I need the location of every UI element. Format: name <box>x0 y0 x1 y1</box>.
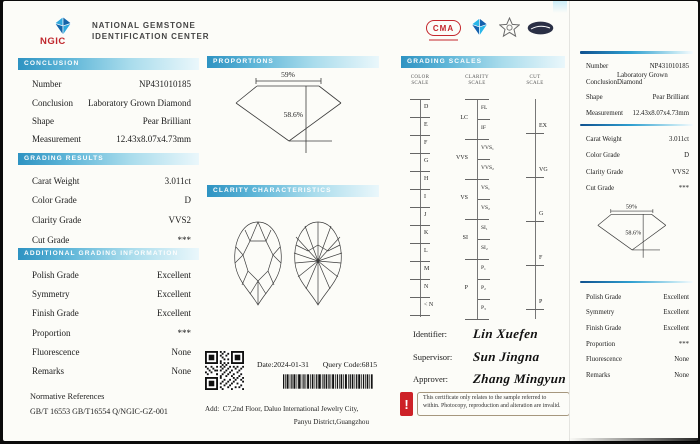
clarity-sub-item: FL <box>481 105 488 111</box>
field-label: Finish Grade <box>586 325 622 333</box>
cut-scale-tick <box>526 265 544 266</box>
field-row <box>580 365 693 381</box>
color-scale-tick <box>410 297 430 298</box>
signature-name: Lin Xuefen <box>472 326 539 342</box>
brand-abbr: NGIC <box>40 36 66 47</box>
oval-accreditation-logo-icon <box>527 21 554 35</box>
section-header-grading-results: GRADING RESULTS <box>18 153 199 165</box>
color-grade-item: M <box>424 266 430 272</box>
color-scale-tick <box>410 207 430 208</box>
cut-scale-line <box>535 99 536 319</box>
photo-edge-shadow <box>568 438 698 442</box>
issue-date: Date:2024-01-31 <box>257 360 309 369</box>
disclaimer-text: This certificate only relates to the sample referred to within. Photocopy, reproduction and alteration are invalid. <box>417 392 570 416</box>
cut-scale-tick <box>526 221 544 222</box>
signature-label: Supervisor: <box>413 351 453 362</box>
disclaimer <box>400 392 570 416</box>
color-scale-tick <box>410 171 430 172</box>
color-scale-tick <box>410 153 430 154</box>
query-code: Query Code:6815 <box>322 360 377 369</box>
field-row <box>580 145 693 161</box>
field-label: Cut Grade <box>32 234 70 245</box>
clarity-sub-item: IF <box>481 125 486 131</box>
clarity-scale-minor-tick <box>478 119 490 120</box>
field-label: Color Grade <box>32 195 77 206</box>
field-label: Color Grade <box>586 152 620 160</box>
field-label: Symmetry <box>32 289 70 300</box>
normative-values: GB/T 16553 GB/T16554 Q/NGIC-GZ-001 <box>30 407 168 416</box>
field-value: D <box>184 195 191 206</box>
cma-logo-subtext <box>429 39 458 41</box>
field-label: Measurement <box>586 109 623 117</box>
signatures <box>413 323 571 391</box>
field-value: 3.011ct <box>164 175 191 186</box>
field-row <box>18 208 199 228</box>
clarity-scale-major-tick <box>465 139 489 140</box>
clarity-sub-item: SI₁ <box>481 225 488 231</box>
accreditation-diamond-logo-icon <box>469 17 490 37</box>
field-value: NP431010185 <box>138 79 191 90</box>
color-grade-item: N <box>424 284 429 290</box>
field-value: None <box>674 356 689 364</box>
field-row <box>580 303 693 319</box>
field-label: Clarity Grade <box>586 168 624 176</box>
field-row <box>18 228 199 248</box>
color-grade-item: H <box>424 176 429 182</box>
table-percent-label: 59% <box>625 204 637 211</box>
field-row <box>18 189 199 209</box>
color-scale-tick <box>410 315 430 316</box>
cut-grade-item: P <box>539 299 543 305</box>
field-label: Carat Weight <box>586 136 622 144</box>
clarity-scale-major-tick <box>465 179 489 180</box>
field-label: Cut Grade <box>586 184 615 192</box>
stub-conclusion-fields <box>580 57 693 119</box>
clarity-plot-diagrams <box>230 217 348 311</box>
signature-label: Approver: <box>413 374 448 385</box>
cut-scale-header: CUT SCALE <box>526 75 544 86</box>
section-header-clarity-characteristics: CLARITY CHARACTERISTICS <box>207 185 379 197</box>
clarity-scale-major-tick <box>465 99 489 100</box>
field-row <box>580 57 693 73</box>
color-grade-item: < N <box>424 302 434 308</box>
field-value: Excellent <box>157 308 191 319</box>
field-row <box>580 72 693 88</box>
table-percent-label: 59% <box>281 70 295 79</box>
stub-proportions-diagram <box>593 202 681 259</box>
stub-additional-fields <box>580 287 693 381</box>
field-label: Conclusion <box>586 78 617 86</box>
fold-line <box>569 1 570 441</box>
field-value: *** <box>678 184 689 192</box>
section-header-proportions: PROPORTIONS <box>207 56 379 68</box>
field-label: Remarks <box>32 366 64 377</box>
field-value: None <box>171 366 191 377</box>
grading-scales <box>399 73 569 325</box>
field-label: Shape <box>32 115 54 126</box>
field-label: Shape <box>586 94 603 101</box>
clarity-scale-major-tick <box>465 259 489 260</box>
brand-name-line1: NATIONAL GEMSTONE <box>92 21 196 30</box>
clarity-scale-major-tick <box>465 219 489 220</box>
cut-scale-tick <box>526 309 544 310</box>
color-scale-tick <box>410 135 430 136</box>
field-label: Fluorescence <box>32 347 80 358</box>
color-scale-tick <box>410 99 430 100</box>
field-label: Number <box>32 79 62 90</box>
field-row <box>580 350 693 366</box>
additional-fields <box>18 264 199 380</box>
clarity-scale-line <box>477 99 478 319</box>
field-row <box>18 302 199 321</box>
stub-divider <box>580 124 693 127</box>
section-header-additional: ADDITIONAL GRADING INFORMATION <box>18 248 199 260</box>
stub-column <box>580 51 693 381</box>
signature-label: Identifier: <box>413 329 447 340</box>
brand-name-line2: IDENTIFICATION CENTER <box>92 32 210 41</box>
cut-grade-item: F <box>539 255 543 261</box>
clarity-sub-item: VS₁ <box>481 185 490 191</box>
field-value: Excellent <box>157 269 191 280</box>
field-value: *** <box>177 234 191 245</box>
field-value: 12.43x8.07x4.73mm <box>116 134 191 145</box>
clarity-scale-minor-tick <box>478 239 490 240</box>
grading-fields <box>18 169 199 247</box>
field-value: None <box>171 347 191 358</box>
address-line1 <box>205 403 377 416</box>
color-grade-item: K <box>424 230 429 236</box>
clarity-scale-minor-tick <box>478 299 490 300</box>
signature-row <box>413 346 571 369</box>
barcode <box>283 374 373 389</box>
color-scale-header: COLOR SCALE <box>410 75 430 86</box>
field-value: Laboratory Grown Diamond <box>616 71 668 86</box>
field-value: *** <box>678 340 689 348</box>
field-value: VVS2 <box>672 168 689 176</box>
field-label: Fluorescence <box>586 356 622 364</box>
field-row <box>18 169 199 189</box>
field-row <box>18 283 199 302</box>
color-scale-line <box>420 99 421 317</box>
field-value: 12.43x8.07x4.73mm <box>632 109 689 117</box>
color-grade-item: E <box>424 122 428 128</box>
field-row <box>18 74 199 92</box>
cut-scale-tick <box>526 177 544 178</box>
clarity-scale-major-tick <box>465 319 489 320</box>
field-row <box>580 287 693 303</box>
depth-percent-label: 58.6% <box>624 230 641 237</box>
brand-name <box>92 20 209 42</box>
field-label: Symmetry <box>586 309 615 317</box>
color-grade-item: I <box>424 194 426 200</box>
clarity-sub-item: SI₂ <box>481 245 488 251</box>
field-value: NP431010185 <box>649 63 689 70</box>
clarity-group-label: P <box>464 285 468 291</box>
field-value: Pear Brilliant <box>142 115 191 126</box>
clarity-sub-item: P₃ <box>481 305 486 311</box>
field-row <box>580 178 693 194</box>
field-label: Polish Grade <box>32 269 79 280</box>
clarity-sub-item: VVS₂ <box>481 165 494 171</box>
signature-row <box>413 323 571 346</box>
qr-code <box>205 351 244 390</box>
field-label: Clarity Grade <box>32 214 82 225</box>
cut-grade-item: EX <box>539 123 547 129</box>
stub-divider <box>580 51 693 54</box>
field-value: VVS2 <box>168 214 191 225</box>
color-scale-tick <box>410 261 430 262</box>
field-row <box>18 360 199 379</box>
color-scale-tick <box>410 225 430 226</box>
cut-scale-tick <box>526 133 544 134</box>
stub-divider <box>580 281 693 284</box>
clarity-sub-item: P₂ <box>481 285 486 291</box>
clarity-scale-minor-tick <box>478 199 490 200</box>
cut-grade-item: VG <box>539 167 548 173</box>
section-header-grading-scales: GRADING SCALES <box>401 56 565 68</box>
normative-label: Normative References <box>30 392 105 401</box>
field-row <box>18 111 199 129</box>
address-line2: Panyu District,Guangzhou <box>293 417 369 426</box>
field-value: Excellent <box>663 325 689 333</box>
field-label: Measurement <box>32 134 81 145</box>
clarity-sub-item: VVS₁ <box>481 145 494 151</box>
cut-grade-item: G <box>539 211 544 217</box>
conclusion-fields <box>18 74 199 147</box>
clarity-sub-item: P₁ <box>481 265 486 271</box>
field-row <box>580 88 693 104</box>
color-scale-tick <box>410 189 430 190</box>
field-label: Remarks <box>586 371 611 379</box>
warning-icon: ! <box>400 392 413 416</box>
field-row <box>580 334 693 350</box>
field-label: Finish Grade <box>32 308 79 319</box>
field-label: Polish Grade <box>586 293 622 301</box>
field-label: Proportion <box>32 327 71 338</box>
ngic-diamond-logo-icon <box>52 16 74 36</box>
normative-references <box>30 389 168 419</box>
color-grade-item: G <box>424 158 429 164</box>
color-scale-tick <box>410 243 430 244</box>
field-label: Carat Weight <box>32 175 80 186</box>
field-row <box>18 321 199 340</box>
field-row <box>18 264 199 283</box>
address-block <box>205 403 377 428</box>
clarity-group-label: LC <box>460 115 468 121</box>
field-value: Laboratory Grown Diamond <box>88 97 191 108</box>
field-value: Excellent <box>157 289 191 300</box>
field-value: *** <box>177 327 191 338</box>
clarity-sub-item: VS₂ <box>481 205 490 211</box>
date-query-line <box>257 360 377 369</box>
color-scale-tick <box>410 279 430 280</box>
signature-name: Zhang Mingyun <box>472 371 567 387</box>
signature-row <box>413 368 571 391</box>
field-row <box>580 318 693 334</box>
address-label: Add: <box>205 405 220 413</box>
field-value: Excellent <box>663 309 689 317</box>
color-grade-item: D <box>424 104 429 110</box>
field-row <box>580 103 693 119</box>
clarity-group-label: SI <box>462 235 468 241</box>
star-emblem-logo-icon <box>499 17 520 38</box>
field-label: Conclusion <box>32 97 74 108</box>
field-value: None <box>674 371 689 379</box>
clarity-scale-header: CLARITY SCALE <box>465 75 489 86</box>
photo-glare <box>553 1 567 13</box>
clarity-scale-minor-tick <box>478 159 490 160</box>
field-row <box>18 341 199 360</box>
field-value: Excellent <box>663 293 689 301</box>
field-value: 3.011ct <box>669 136 689 144</box>
depth-percent-label: 58.6% <box>283 110 303 119</box>
address-text1: C7,2nd Floor, Daluo International Jewelry City, <box>222 405 359 413</box>
field-row <box>580 129 693 145</box>
clarity-scale-minor-tick <box>478 279 490 280</box>
field-label: Proportion <box>586 340 616 348</box>
stub-grading-fields <box>580 129 693 194</box>
clarity-group-label: VS <box>460 195 468 201</box>
field-value: D <box>684 152 689 160</box>
clarity-group-label: VVS <box>455 155 468 161</box>
proportions-diagram <box>229 67 364 155</box>
left-column <box>18 58 199 379</box>
color-scale-tick <box>410 117 430 118</box>
field-label: Number <box>586 63 609 70</box>
field-row <box>580 161 693 177</box>
cma-logo: CMA <box>426 20 461 36</box>
field-row <box>18 92 199 110</box>
color-grade-item: J <box>424 212 427 218</box>
section-header-conclusion: CONCLUSION <box>18 58 199 70</box>
color-grade-item: F <box>424 140 428 146</box>
field-row <box>18 129 199 147</box>
certificate <box>3 1 698 441</box>
color-grade-item: L <box>424 248 428 254</box>
signature-name: Sun Jingna <box>472 348 541 364</box>
field-value: Pear Brilliant <box>652 94 689 101</box>
